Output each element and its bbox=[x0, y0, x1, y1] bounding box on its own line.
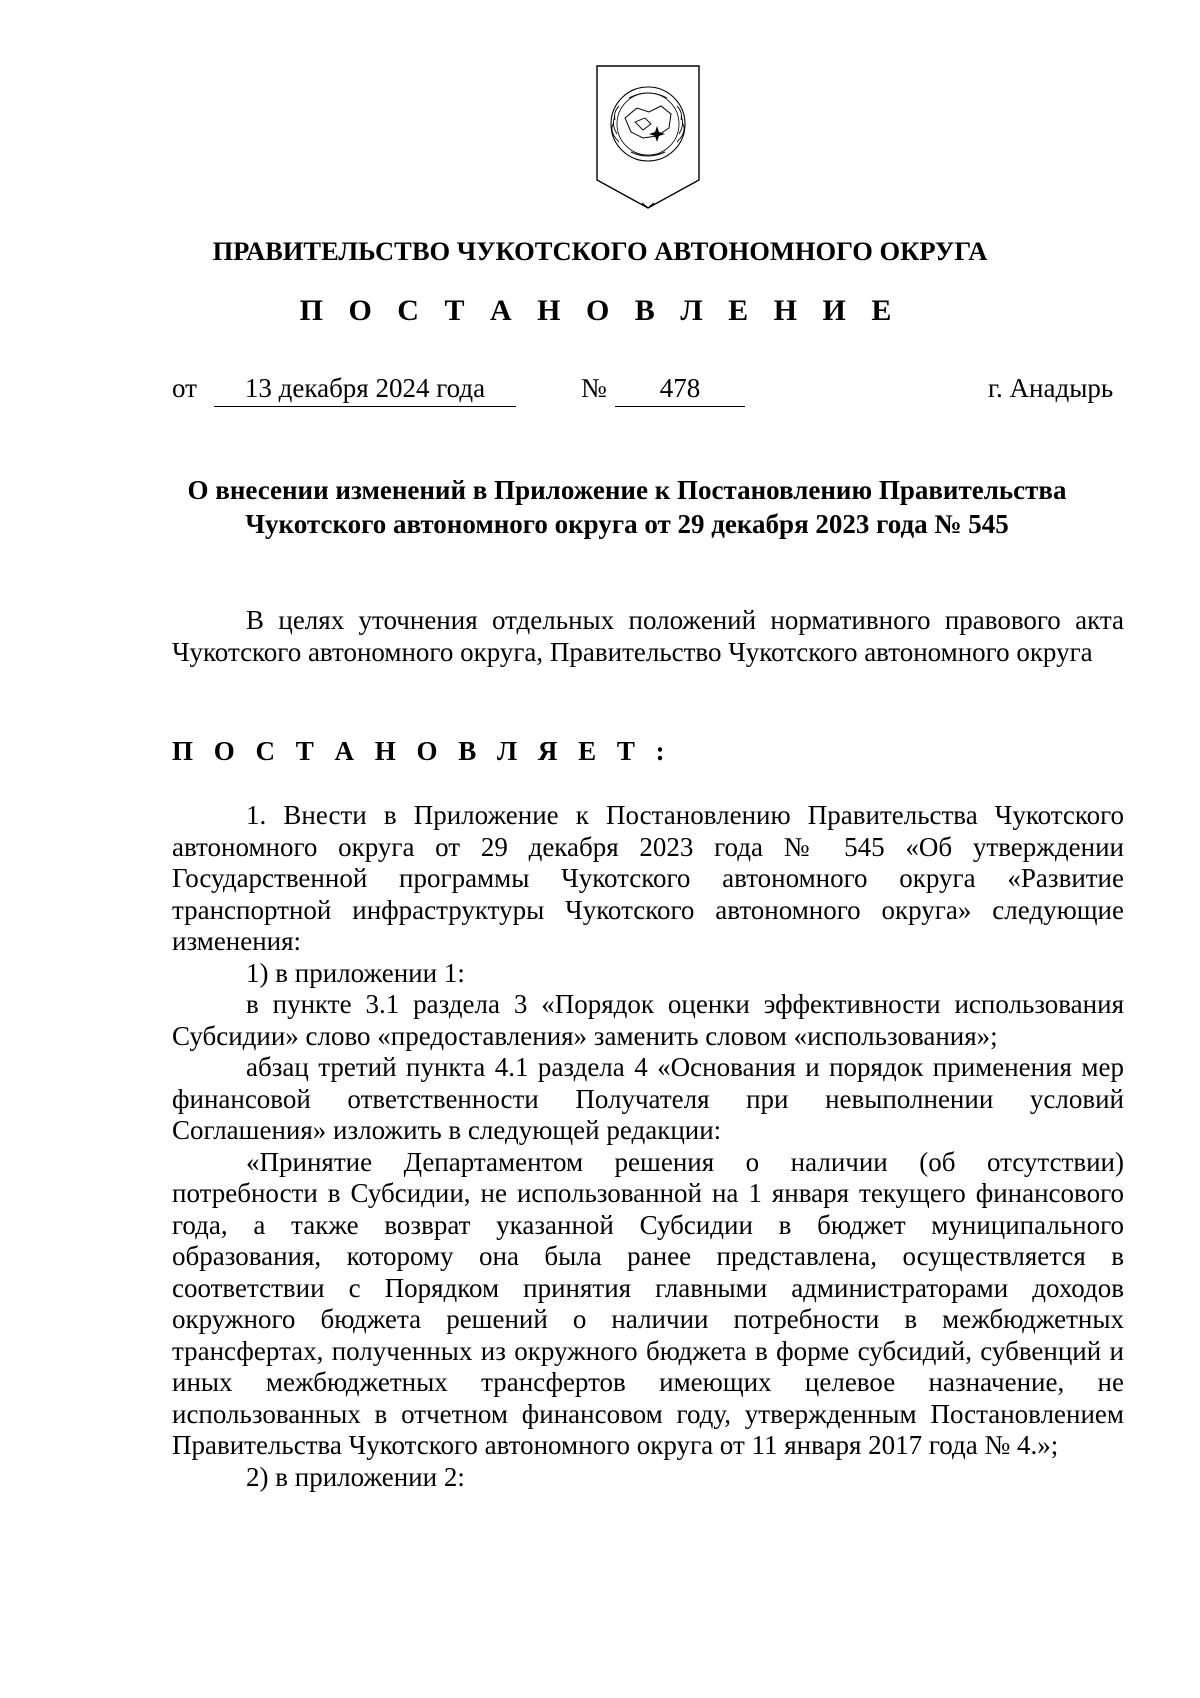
document-date: 13 декабря 2024 года bbox=[244, 373, 486, 403]
document-title-line-1: О внесении изменений в Приложение к Постановлению Правительства bbox=[187, 475, 1067, 505]
paragraph-subitem-1: 1) в приложении 1: bbox=[246, 957, 465, 988]
coat-of-arms-emblem bbox=[591, 62, 705, 212]
preamble-paragraph: В целях уточнения отдельных положений нормативного правового акта Чукотского автономного округа, Правительство Чукотского автономного округа bbox=[172, 605, 1124, 667]
resolve-heading: П О С Т А Н О В Л Я Е Т : bbox=[172, 736, 672, 766]
number-underline bbox=[615, 406, 745, 407]
paragraph-new-wording: «Принятие Департаментом решения о наличии (об отсутствии) потребности в Субсидии, не использованной на 1 января текущего финансового года, а также возврат указанной Субсидии в бюджет муниципального образования, которому она была ранее представлена, осуществляется в соответствии с Порядком принятия главными администраторами доходов окружного бюджета решений о наличии потребности в межбюджетных трансфертах, полученных из окружного бюджета в форме субсидий, субвенций и иных межбюджетных трансфертов имеющих целевое назначение, не использованных в отчетном финансовом году, утвержденным Постановлением Правительства Чукотского автономного округа от 11 января 2017 года № 4.»; bbox=[172, 1146, 1124, 1460]
paragraph-item-1: 1. Внести в Приложение к Постановлению Правительства Чукотского автономного округа от 29 декабря 2023 года № 545 «Об утверждении Государственной программы Чукотского автономного округа «Развитие транспортной инфраструктуры Чукотского автономного округа» следующие изменения: bbox=[172, 800, 1124, 956]
document-title bbox=[130, 473, 1124, 541]
date-underline bbox=[214, 406, 516, 407]
paragraph-clause-4-1: абзац третий пункта 4.1 раздела 4 «Основания и порядок применения мер финансовой ответственности Получателя при невыполнении условий Соглашения» изложить в следующей редакции: bbox=[172, 1052, 1124, 1145]
document-number: 478 bbox=[659, 373, 701, 403]
main-text bbox=[172, 800, 1124, 1493]
organization-name: ПРАВИТЕЛЬСТВО ЧУКОТСКОГО АВТОНОМНОГО ОКРУГА bbox=[212, 236, 988, 266]
date-prefix-label: от bbox=[172, 373, 197, 403]
document-title-line-2: Чукотского автономного округа от 29 декабря 2023 года № 545 bbox=[245, 509, 1009, 539]
paragraph-subitem-2: 2) в приложении 2: bbox=[246, 1461, 465, 1492]
document-type: П О С Т А Н О В Л Е Н И Е bbox=[299, 294, 901, 327]
paragraph-clause-3-1: в пункте 3.1 раздела 3 «Порядок оценки эффективности использования Субсидии» слово «предоставления» заменить словом «использования»; bbox=[172, 989, 1124, 1051]
preamble bbox=[172, 605, 1124, 668]
document-city: г. Анадырь bbox=[988, 373, 1114, 403]
number-label: № bbox=[581, 373, 607, 403]
